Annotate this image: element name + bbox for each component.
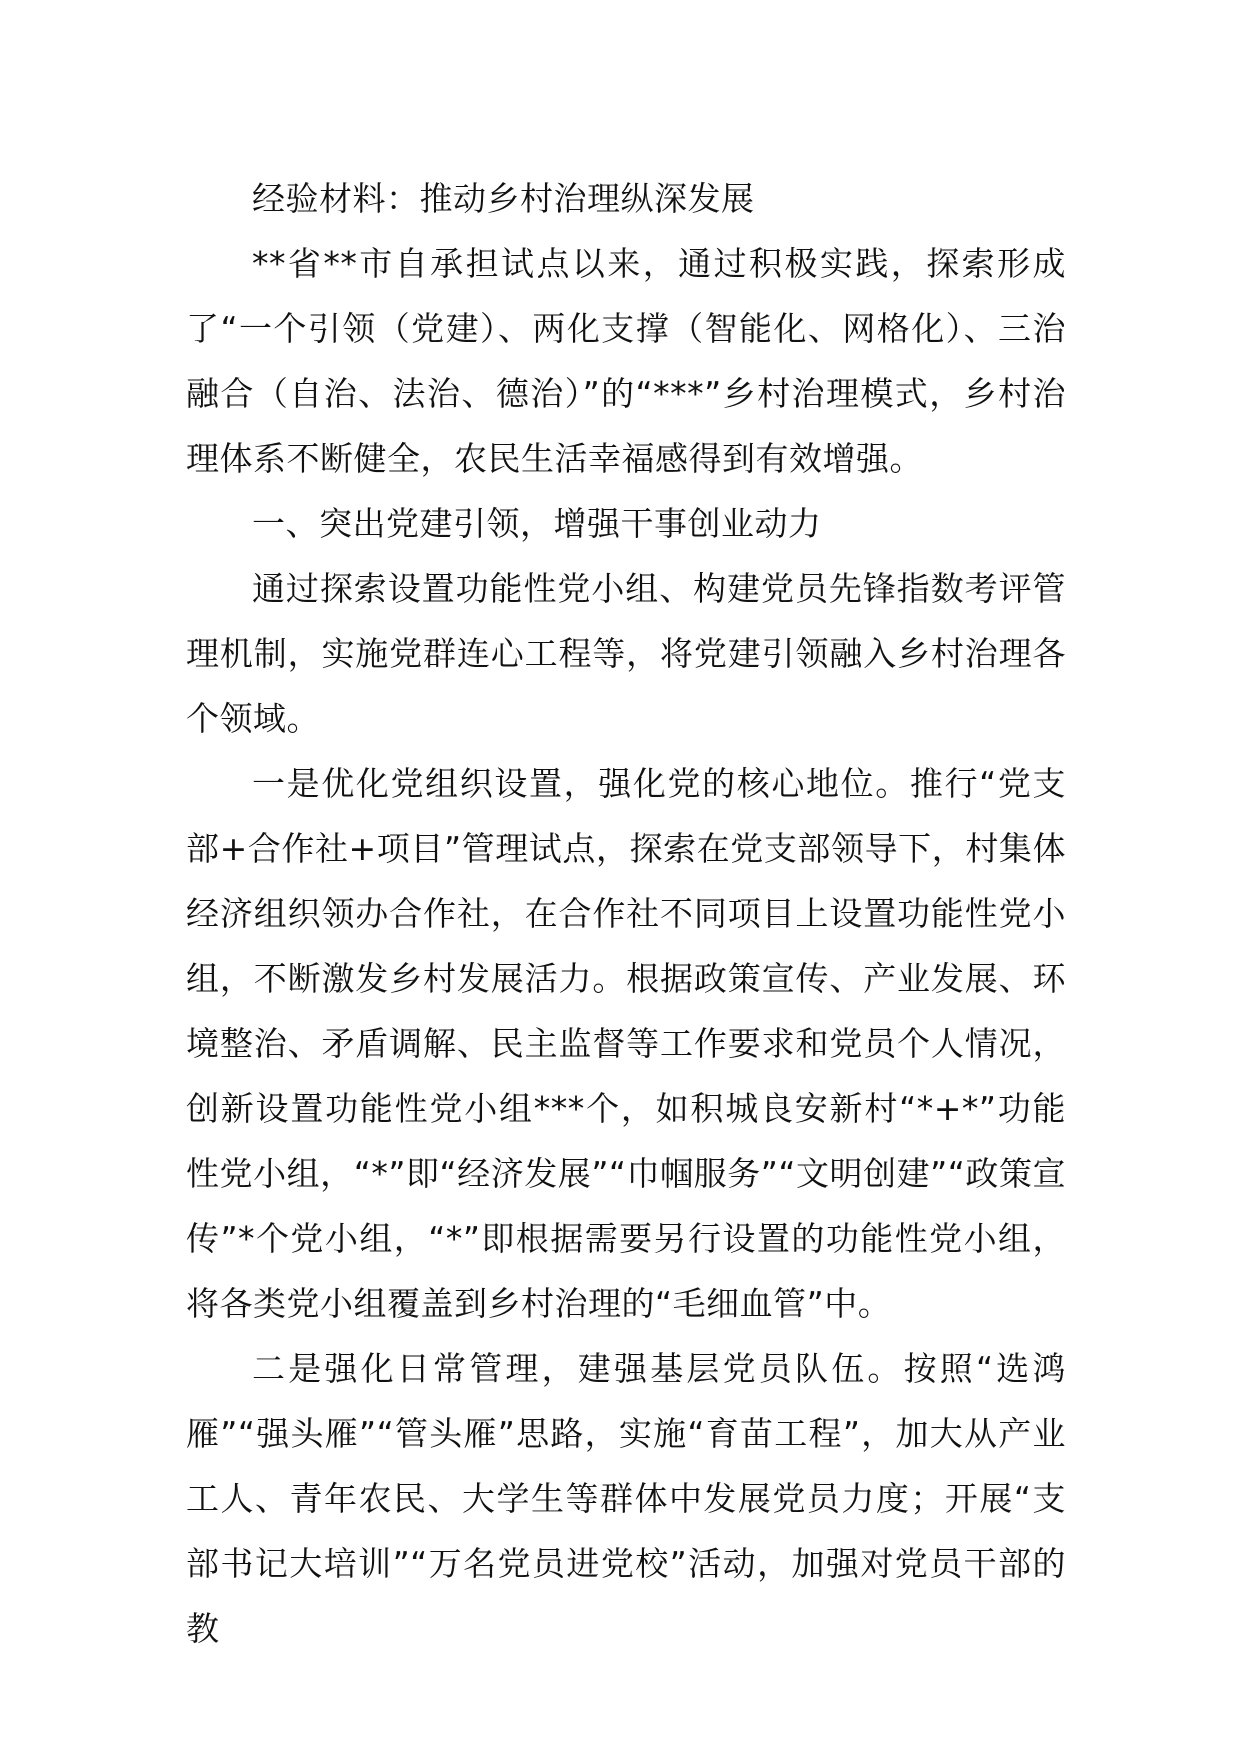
point-2-paragraph: 二是强化日常管理，建强基层党员队伍。按照“选鸿雁”“强头雁”“管头雁”思路，实施“育苗工程”，加大从产业工人、青年农民、大学生等群体中发展党员力度；开展“支部书记大培训”“万名党员进党校”活动，加强对党员干部的教 <box>186 1349 1066 1648</box>
intro-paragraph: **省**市自承担试点以来，通过积极实践，探索形成了“一个引领（党建）、两化支撑（智能化、网格化）、三治融合（自治、法治、德治）”的“***”乡村治理模式，乡村治理体系不断健全，农民生活幸福感得到有效增强。 <box>186 244 1066 478</box>
document-title: 经验材料：推动乡村治理纵深发展 <box>252 179 755 218</box>
section-heading-1: 一、突出党建引领，增强干事创业动力 <box>252 504 822 543</box>
point-1-paragraph: 一是优化党组织设置，强化党的核心地位。推行“党支部+合作社+项目”管理试点，探索在党支部领导下，村集体经济组织领办合作社，在合作社不同项目上设置功能性党小组，不断激发乡村发展活力。根据政策宣传、产业发展、环境整治、矛盾调解、民主监督等工作要求和党员个人情况，创新设置功能性党小组***个，如积城良安新村“*+*”功能性党小组，“*”即“经济发展”“巾帼服务”“文明创建”“政策宣传”*个党小组，“*”即根据需要另行设置的功能性党小组，将各类党小组覆盖到乡村治理的“毛细血管”中。 <box>186 764 1066 1323</box>
section-1-paragraph: 通过探索设置功能性党小组、构建党员先锋指数考评管理机制，实施党群连心工程等，将党建引领融入乡村治理各个领域。 <box>186 569 1066 738</box>
document-body <box>186 166 1066 1661</box>
